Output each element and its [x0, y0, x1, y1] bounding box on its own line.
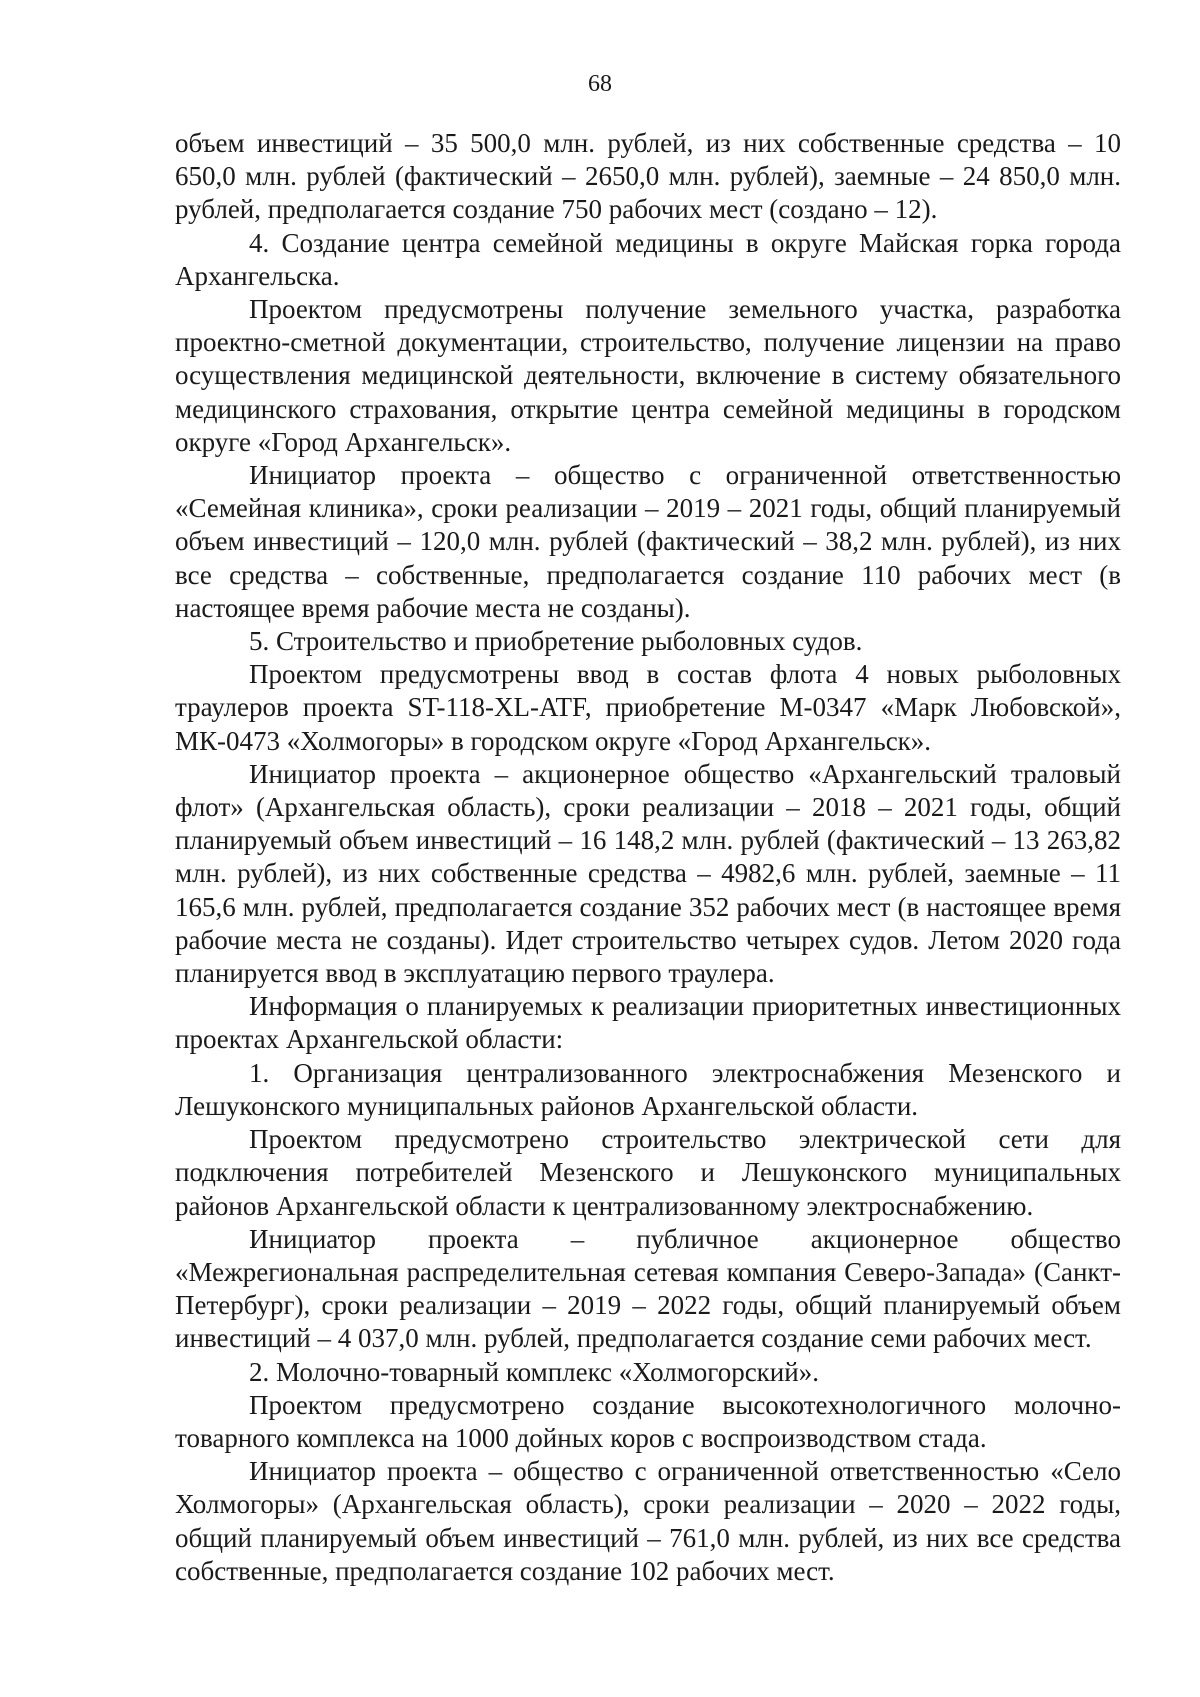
paragraph-project-5-description: Проектом предусмотрены ввод в состав флота 4 новых рыболовных траулеров проекта ST-118-XL-ATF, приобретение М-0347 «Марк Любовской», МК-0473 «Холмогоры» в городском округе «Город Архангельск». [175, 659, 1121, 756]
paragraph-planned-2-initiator: Инициатор проекта – общество с ограниченной ответственностью «Село Холмогоры» (Архангельская область), сроки реализации – 2020 – 2022 годы, общий планируемый объем инвестиций – 761,0 млн. рублей, из них все средства собственные, предполагается создание 102 рабочих мест. [175, 1456, 1121, 1586]
paragraph-planned-2-description: Проектом предусмотрено создание высокотехнологичного молочно-товарного комплекса на 1000 дойных коров с воспроизводством стада. [175, 1389, 1121, 1453]
paragraph-project-5-initiator: Инициатор проекта – акционерное общество «Архангельский траловый флот» (Архангельская область), сроки реализации – 2018 – 2021 годы, общий планируемый объем инвестиций – 16 148,2 млн. рублей (фактический – 13 263,82 млн. рублей), из них собственные средства – 4982,6 млн. рублей, заемные – 11 165,6 млн. рублей, предполагается создание 352 рабочих мест (в настоящее время рабочие места не созданы). Идет строительство четырех судов. Летом 2020 года планируется ввод в эксплуатацию первого траулера. [175, 758, 1121, 989]
paragraph-project-4-description: Проектом предусмотрены получение земельного участка, разработка проектно-сметной документации, строительство, получение лицензии на право осуществления медицинской деятельности, включение в систему обязательного медицинского страхования, открытие центра семейной медицины в городском округе «Город Архангельск». [175, 294, 1121, 457]
document-body [175, 127, 1121, 1588]
paragraph-project-4-initiator: Инициатор проекта – общество с ограниченной ответственностью «Семейная клиника», сроки реализации – 2019 – 2021 годы, общий планируемый объем инвестиций – 120,0 млн. рублей (фактический – 38,2 млн. рублей), из них все средства – собственные, предполагается создание 110 рабочих мест (в настоящее время рабочие места не созданы). [175, 460, 1121, 623]
paragraph-investment-continuation: объем инвестиций – 35 500,0 млн. рублей, из них собственные средства – 10 650,0 млн. рублей (фактический – 2650,0 млн. рублей), заемные – 24 850,0 млн. рублей, предполагается создание 750 рабочих мест (создано – 12). [175, 128, 1121, 225]
paragraph-planned-1-initiator: Инициатор проекта – публичное акционерное общество «Межрегиональная распределительная сетевая компания Северо-Запада» (Санкт-Петербург), сроки реализации – 2019 – 2022 годы, общий планируемый объем инвестиций – 4 037,0 млн. рублей, предполагается создание семи рабочих мест. [175, 1223, 1121, 1354]
page-number: 68 [588, 71, 612, 97]
paragraph-planned-2-title: 2. Молочно-товарный комплекс «Холмогорский». [249, 1356, 819, 1387]
paragraph-planned-projects-intro: Информация о планируемых к реализации приоритетных инвестиционных проектах Архангельской области: [175, 991, 1121, 1055]
paragraph-planned-1-title: 1. Организация централизованного электроснабжения Мезенского и Лешуконского муниципальных районов Архангельской области. [175, 1057, 1121, 1121]
paragraph-project-5-title: 5. Строительство и приобретение рыболовных судов. [249, 626, 863, 657]
paragraph-planned-1-description: Проектом предусмотрено строительство электрической сети для подключения потребителей Мезенского и Лешуконского муниципальных районов Архангельской области к централизованному электроснабжению. [175, 1124, 1121, 1221]
paragraph-project-4-title: 4. Создание центра семейной медицины в округе Майская горка города Архангельска. [175, 227, 1121, 291]
